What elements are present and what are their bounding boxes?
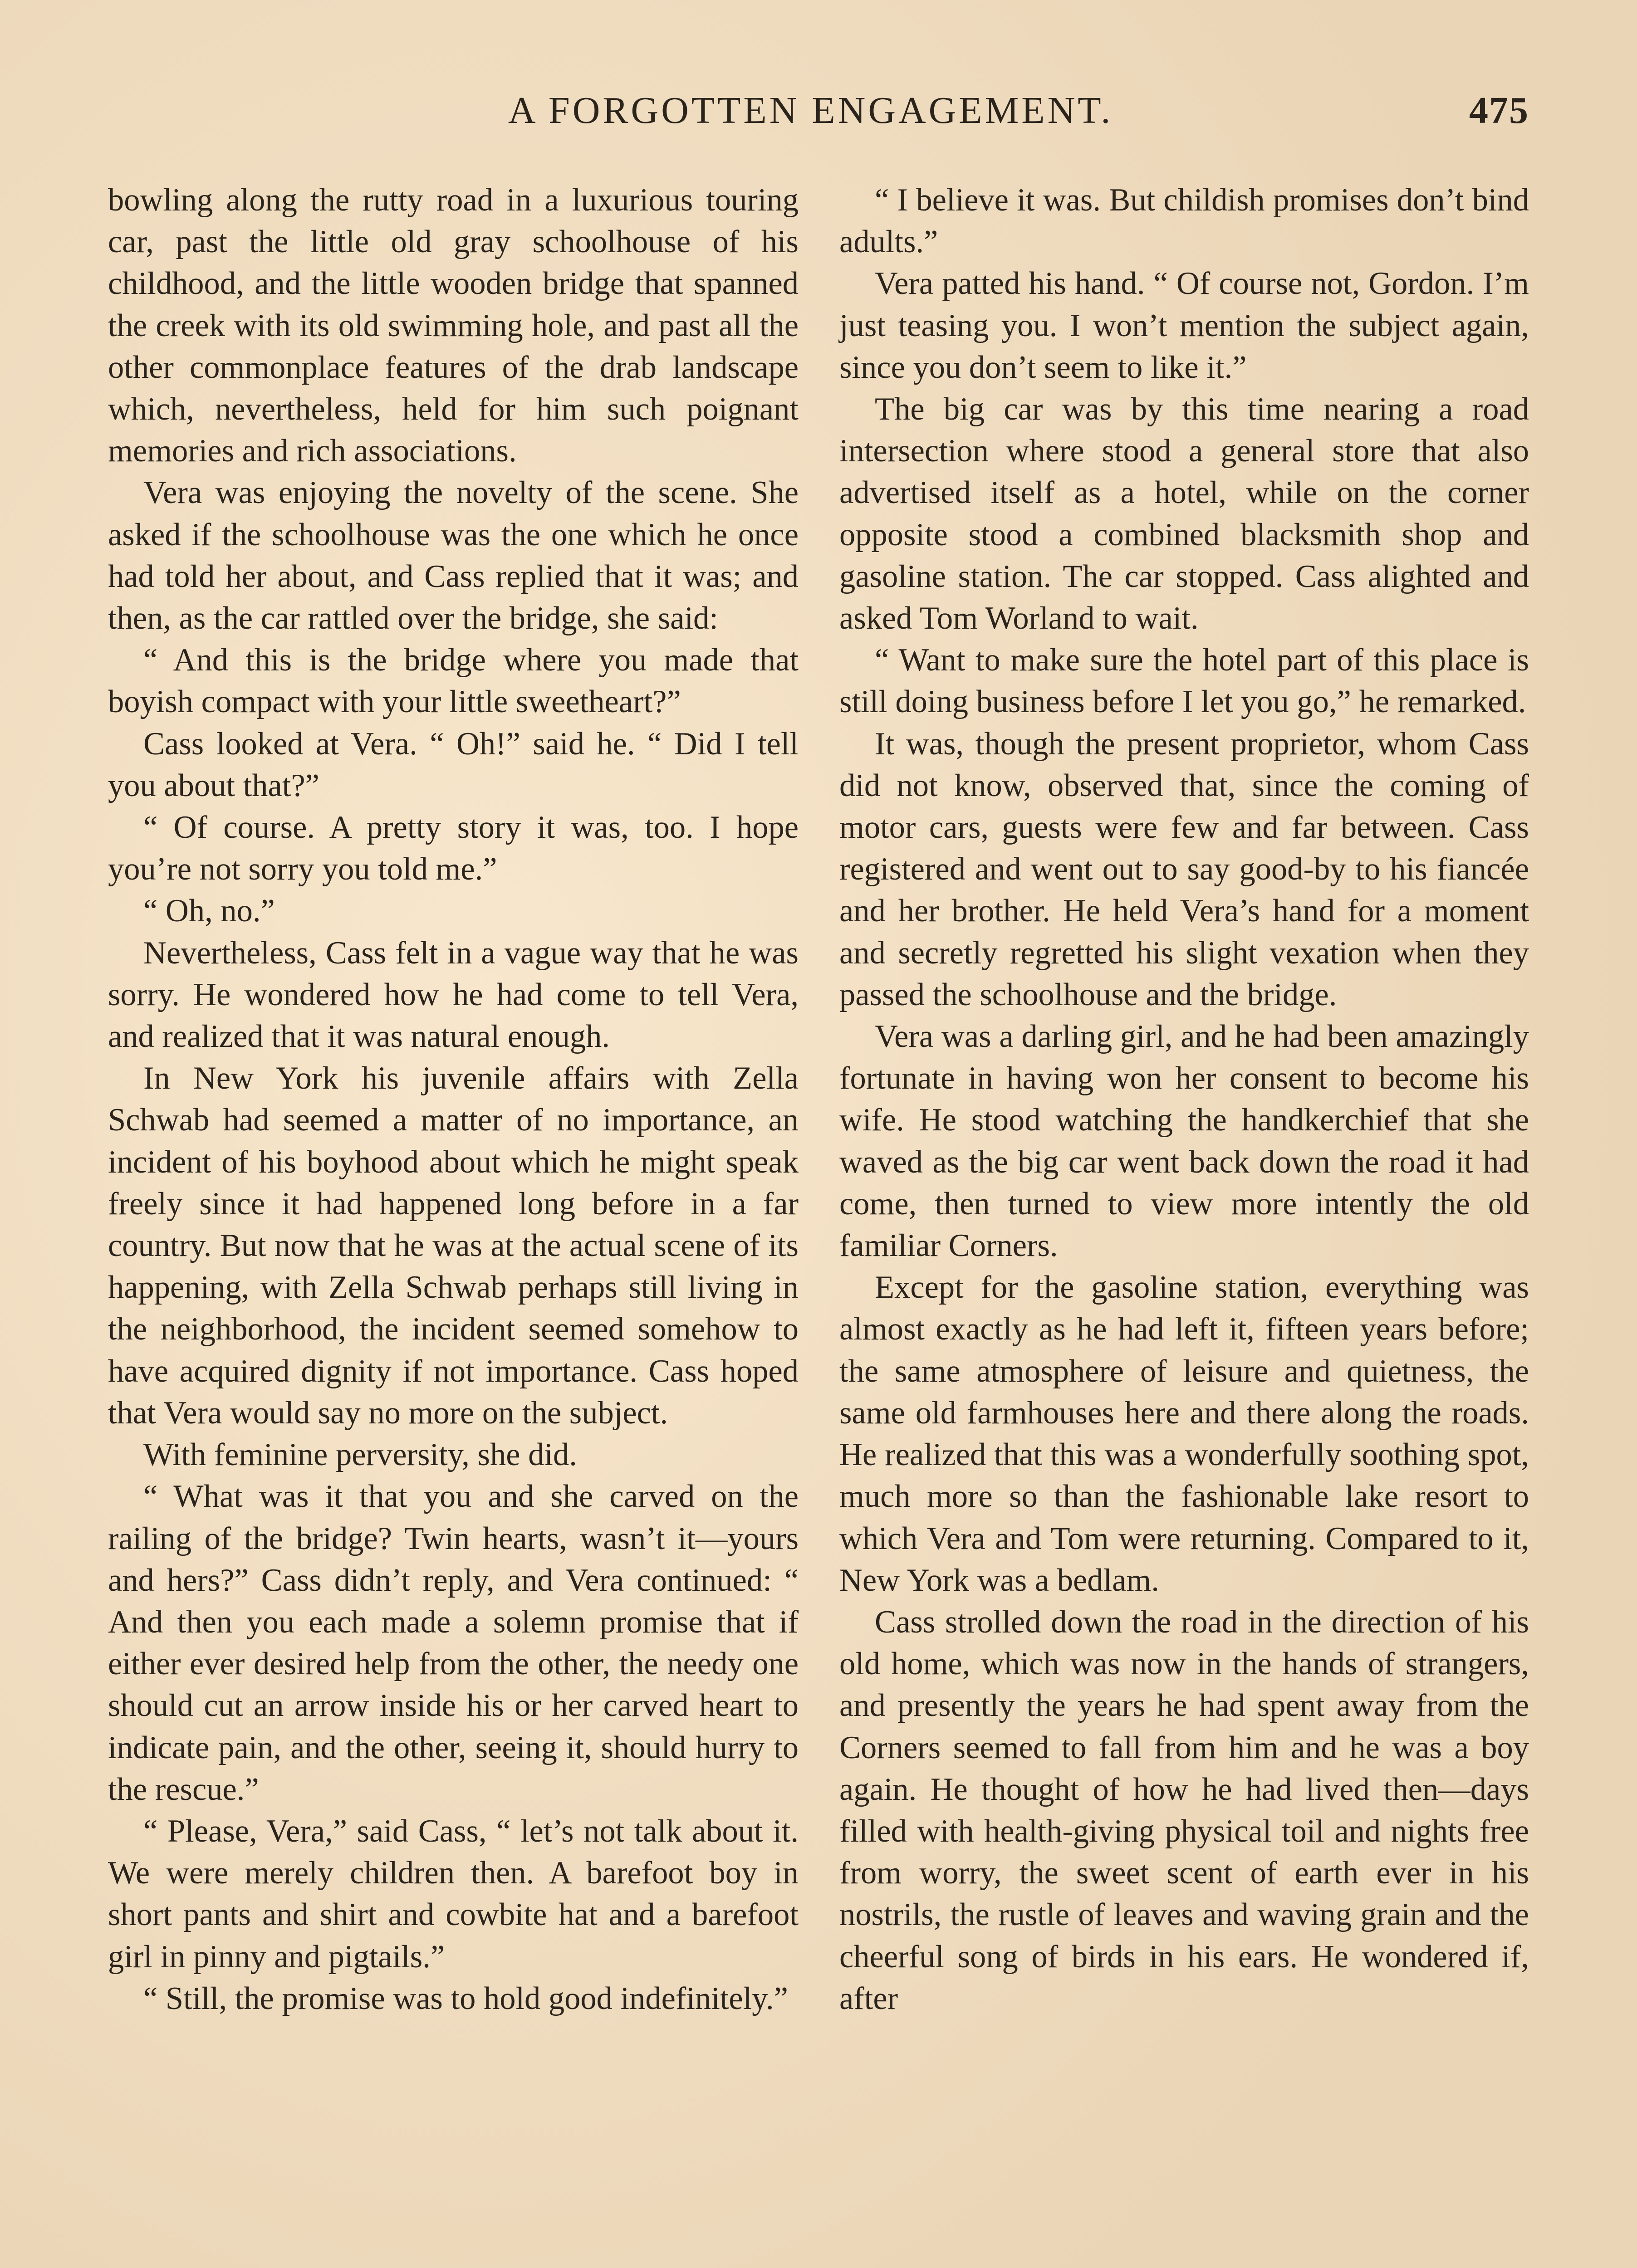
running-title: A FORGOTTEN ENGAGEMENT. xyxy=(508,89,1113,132)
running-header xyxy=(508,88,1552,143)
paragraph: Cass looked at Vera. “ Oh!” said he. “ Did I tell you about that?” xyxy=(108,726,799,803)
paragraph: In New York his juvenile affairs with Zella Schwab had seemed a matter of no importance, an incident of his boyhood about which he might speak freely since it had happened long before in a far country. But now that he was at the actual scene of its happening, with Zella Schwab perhaps still living in the neighborhood, the incident seemed somehow to have acquired dignity if not importance. Cass hoped that Vera would say no more on the subject. xyxy=(108,1061,799,1431)
paragraph: Cass strolled down the road in the direction of his old home, which was now in the hands of strangers, and presently the years he had spent away from the Corners seemed to fall from him and he was a boy again. He thought of how he had lived then—days filled with health-giving physical toil and nights free from worry, the sweet scent of earth ever in his nostrils, the rustle of leaves and waving grain and the cheerful song of birds in his ears. He wondered if, after xyxy=(839,1604,1529,2016)
paragraph: Except for the gasoline station, everything was almost exactly as he had left it, fifteen years before; the same atmosphere of leisure and quietness, the same old farmhouses here and there along the roads. He realized that this was a wonderfully soothing spot, much more so than the fashionable lake resort to which Vera and Tom were returning. Compared to it, New York was a bedlam. xyxy=(839,1270,1529,1598)
left-column xyxy=(108,179,799,2268)
paragraph: “ I believe it was. But childish promises don’t bind adults.” xyxy=(839,182,1529,260)
paragraph: “ What was it that you and she carved on the railing of the bridge? Twin hearts, wasn’t it—yours and hers?” Cass didn’t reply, and Vera continued: “ And then you each made a solemn promise that if either ever desired help from the other, the needy one should cut an arrow inside his or her carved heart to indicate pain, and the other, seeing it, should hurry to the rescue.” xyxy=(108,1479,799,1807)
paragraph: “ Want to make sure the hotel part of this place is still doing business before I let you go,” he remarked. xyxy=(839,642,1529,720)
right-column xyxy=(839,179,1529,2268)
paragraph: With feminine perversity, she did. xyxy=(143,1437,577,1473)
paragraph: It was, though the present proprietor, whom Cass did not know, observed that, since the coming of motor cars, guests were few and far between. Cass registered and went out to say good-by to his fiancée and her brother. He held Vera’s hand for a moment and secretly regretted his slight vexation when they passed the schoolhouse and the bridge. xyxy=(839,726,1529,1012)
paragraph: Nevertheless, Cass felt in a vague way that he was sorry. He wondered how he had come to tell Vera, and realized that it was natural enough. xyxy=(108,935,799,1055)
paragraph: “ Oh, no.” xyxy=(143,893,275,929)
paragraph: Vera patted his hand. “ Of course not, Gordon. I’m just teasing you. I won’t mention the subject again, since you don’t seem to like it.” xyxy=(839,266,1529,385)
paragraph: The big car was by this time nearing a road intersection where stood a general store that also advertised itself as a hotel, while on the corner opposite stood a combined blacksmith shop and gasoline station. The car stopped. Cass alighted and asked Tom Worland to wait. xyxy=(839,391,1529,636)
page-number: 475 xyxy=(1469,89,1529,132)
paragraph: “ And this is the bridge where you made that boyish compact with your little sweetheart?” xyxy=(108,642,799,720)
paragraph: “ Of course. A pretty story it was, too. I hope you’re not sorry you told me.” xyxy=(108,810,799,887)
paragraph: Vera was a darling girl, and he had been amazingly fortunate in having won her consent to become his wife. He stood watching the handkerchief that she waved as the big car went back down the road it had come, then turned to view more intently the old familiar Corners. xyxy=(839,1019,1529,1264)
paragraph: “ Still, the promise was to hold good indefinitely.” xyxy=(143,1980,788,2016)
paragraph: bowling along the rutty road in a luxurious touring car, past the little old gray schoolhouse of his childhood, and the little wooden bridge that spanned the creek with its old swimming hole, and past all the other commonplace features of the drab landscape which, nevertheless, held for him such poignant memories and rich associations. xyxy=(108,182,799,469)
paragraph: “ Please, Vera,” said Cass, “ let’s not talk about it. We were merely children then. A barefoot boy in short pants and shirt and cowbite hat and a barefoot girl in pinny and pigtails.” xyxy=(108,1813,799,1975)
paragraph: Vera was enjoying the novelty of the scene. She asked if the schoolhouse was the one which he once had told her about, and Cass replied that it was; and then, as the car rattled over the bridge, she said: xyxy=(108,475,799,636)
